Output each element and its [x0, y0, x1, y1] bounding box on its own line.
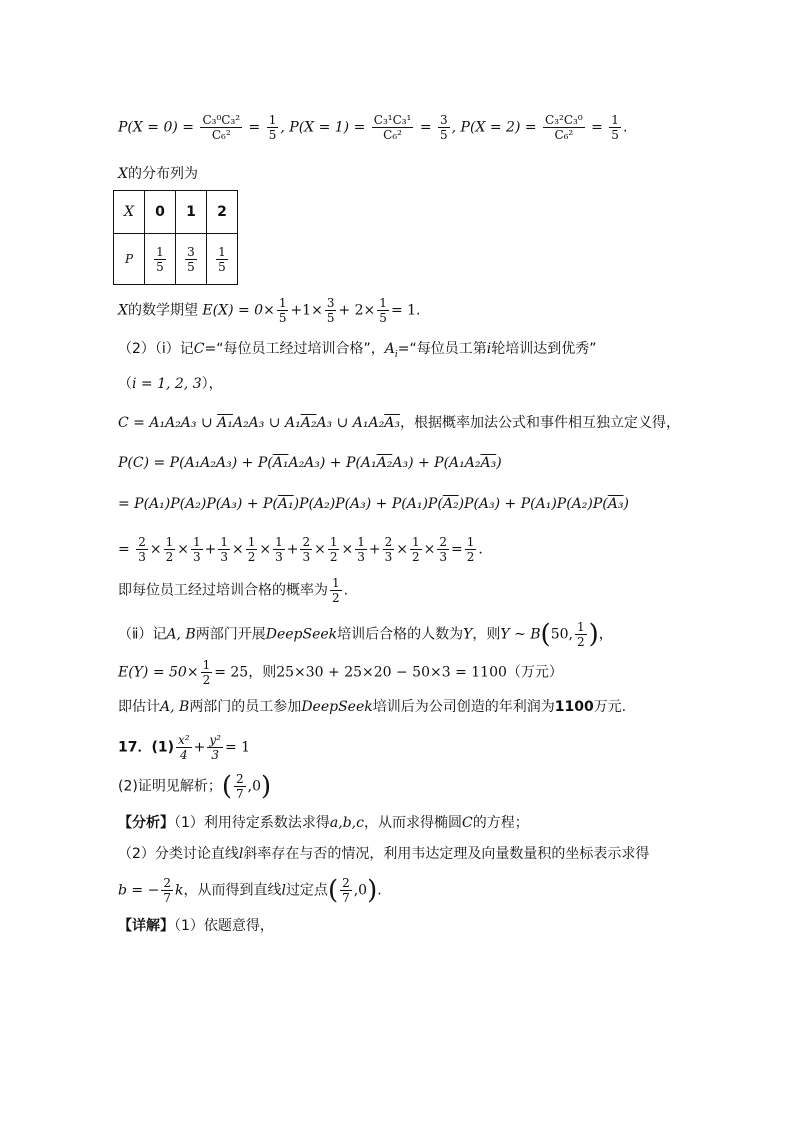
operator: + — [368, 541, 381, 558]
comb-fraction: $\frac{\text{C₃⁰C₃²}}{\text{C₆²}}$ — [202, 113, 241, 142]
px2-label: , P(X = 2) = — [451, 119, 537, 136]
table-cell: $\frac{3}{5}$ — [176, 234, 207, 285]
q17-part2-answer: (2)证明见解析；( $\frac{2}{7}$ ,0) — [118, 771, 272, 802]
distribution-heading: X的分布列为 — [118, 166, 198, 182]
fraction: $\frac{1}{2}$ — [247, 535, 256, 564]
table-cell: $\frac{1}{5}$ — [207, 234, 238, 285]
fraction: $\frac{2}{3}$ — [302, 535, 311, 564]
analysis-line-2: （2）分类讨论直线l斜率存在与否的情况，利用韦达定理及向量数量积的坐标表示求得 — [118, 846, 650, 862]
prob-distribution-line: P(X = 0) = $\frac{\text{C₃⁰C₃²}}{\text{C₆²}}$ = $\frac{1}{5}$ , P(X = 1) = $\frac{\text{C₃¹C₃¹}}{\text{C₆²}}$ = $\frac{3}{5}$ , P(X = 2) = $\frac{\text{C₃²C₃⁰}}{\text{C₆²}}$ = $\frac{1}{5}$ . — [118, 113, 628, 142]
operator: × — [396, 541, 408, 558]
operator: + — [286, 541, 299, 558]
operator: = — [450, 541, 463, 558]
operator: × — [259, 541, 272, 558]
detail-line: 【详解】（1）依题意得， — [118, 918, 274, 934]
fraction: $\frac{1}{2}$ — [466, 535, 475, 564]
fraction: $\frac{2}{3}$ — [439, 535, 447, 564]
product-line: = P(A₁)P(A₂)P(A₃) + P(A₁)P(A₂)P(A₃) + P(A₁)P(A₂)P(A₃) + P(A₁)P(A₂)P(A₃) — [118, 496, 629, 512]
table-cell: P — [114, 234, 145, 285]
table-cell: 0 — [145, 191, 176, 234]
profit-conclusion-line: 即估计A, B两部门的员工参加DeepSeek培训后为公司创造的年利润为1100万元. — [118, 699, 627, 715]
expectation-line: X的数学期望 E(X) = 0× $\frac{1}{5}$ +1× $\frac{3}{5}$ + 2× $\frac{1}{5}$ = 1. — [118, 296, 421, 325]
table-cell: X — [114, 191, 145, 234]
px0-label: P(X = 0) = — [118, 119, 195, 136]
comb-fraction: $\frac{\text{C₃¹C₃¹}}{\text{C₆²}}$ — [373, 113, 412, 142]
part2-line: （2）（ⅰ）记C=“每位员工经过培训合格”，$A_i=“$每位员工第i轮培训达到优秀” — [118, 341, 597, 360]
fraction: $\frac{2}{3}$ — [384, 535, 393, 564]
fraction: $\frac{1}{5}$ — [268, 113, 277, 142]
operator: × — [314, 541, 326, 558]
operator: + — [204, 541, 217, 558]
fraction: $\frac{1}{3}$ — [357, 535, 365, 564]
table-header-row — [114, 191, 238, 234]
q17-answer-line: 17．(1) $\frac{\text{x²}}{4}$ + $\frac{\text{y²}}{3}$ = 1 — [118, 733, 251, 762]
numeric-sum-line: = $\frac{2}{3}$ × $\frac{1}{2}$ × $\frac{1}{3}$ + $\frac{1}{3}$ × $\frac{1}{2}$ × $\frac{1}{3}$ + $\frac{2}{3}$ × $\frac{1}{2}$ × $\frac{1}{3}$ + $\frac{2}{3}$ × $\frac{1}{2}$ × $\frac{2}{3}$ = $\frac{1}{2}$ . — [118, 535, 483, 564]
fraction: $\frac{1}{3}$ — [220, 535, 228, 564]
event-union-line: C = A₁A₂A₃ ∪ A₁A₂A₃ ∪ A₁A₂A₃ ∪ A₁A₂A₃，根据概率加法公式和事件相互独立定义得， — [118, 415, 680, 431]
conclusion-line: 即每位员工经过培训合格的概率为 $\frac{1}{2}$ . — [118, 576, 349, 605]
operator: × — [423, 541, 436, 558]
profit-line: E(Y) = 50× $\frac{1}{2}$ = 25，则25×30 + 25×20 − 50×3 = 1100（万元） — [118, 658, 563, 687]
pc-line: P(C) = P(A₁A₂A₃) + P(A₁A₂A₃) + P(A₁A₂A₃) + P(A₁A₂A₃) — [118, 455, 502, 471]
fraction: $\frac{1}{2}$ — [165, 535, 174, 564]
px1-label: , P(X = 1) = — [280, 119, 366, 136]
fraction: $\frac{1}{2}$ — [329, 535, 338, 564]
table-row — [114, 234, 238, 285]
fraction: $\frac{1}{2}$ — [411, 535, 420, 564]
fraction: $\frac{3}{5}$ — [440, 113, 448, 142]
fraction: $\frac{1}{3}$ — [192, 535, 201, 564]
operator: × — [177, 541, 189, 558]
fraction: $\frac{1}{3}$ — [275, 535, 283, 564]
analysis-line: 【分析】（1）利用待定系数法求得a,b,c，从而求得椭圆C的方程； — [118, 815, 529, 831]
comb-fraction: $\frac{\text{C₃²C₃⁰}}{\text{C₆²}}$ — [545, 113, 583, 142]
table-cell: 2 — [207, 191, 238, 234]
fraction: $\frac{2}{3}$ — [138, 535, 146, 564]
index-range-line: （i = 1, 2, 3）， — [118, 376, 223, 392]
fraction: $\frac{1}{5}$ — [611, 113, 619, 142]
operator: . — [478, 541, 483, 558]
operator: × — [149, 541, 162, 558]
table-cell: $\frac{1}{5}$ — [145, 234, 176, 285]
distribution-table — [113, 190, 238, 285]
operator: × — [341, 541, 354, 558]
operator: × — [231, 541, 244, 558]
analysis-line-3: b = − $\frac{2}{7}$ k，从而得到直线l过定点( $\frac{2}{7}$ ,0). — [118, 875, 382, 906]
table-cell: 1 — [176, 191, 207, 234]
binomial-line: （ⅱ）记A, B两部门开展DeepSeek培训后合格的人数为Y，则Y ~ B(50, $\frac{1}{2}$ )， — [118, 619, 613, 650]
